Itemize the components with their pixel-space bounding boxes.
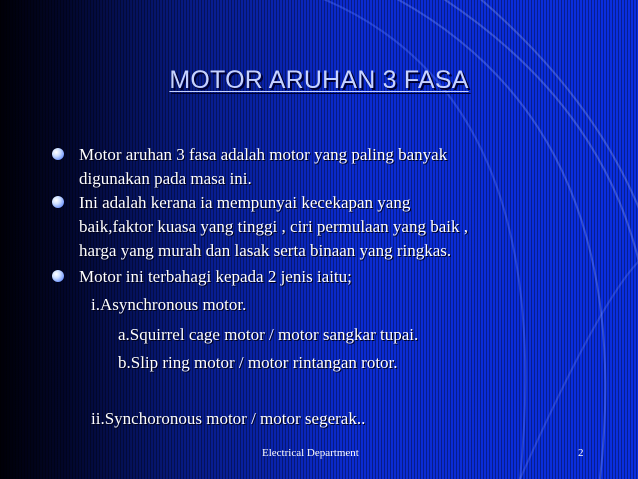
- bullet-dot-icon: [52, 270, 64, 282]
- bullet-dot-icon: [52, 196, 64, 208]
- bullet-1-line-1: Motor aruhan 3 fasa adalah motor yang paling banyak: [79, 145, 448, 164]
- page-number: 2: [578, 447, 584, 459]
- footer-department: Electrical Department: [262, 447, 359, 459]
- bullet-1-line-2: digunakan pada masa ini.: [79, 169, 252, 188]
- sub-item-i: i.Asynchronous motor.: [91, 295, 247, 314]
- bullet-2-line-1: Ini adalah kerana ia mempunyai kecekapan yang: [79, 193, 411, 212]
- bullet-2-line-2: baik,faktor kuasa yang tinggi , ciri permulaan yang baik ,: [79, 217, 468, 236]
- bullet-dot-icon: [52, 148, 64, 160]
- slide-title: MOTOR ARUHAN 3 FASA: [169, 66, 469, 94]
- sub-item-ii: ii.Synchoronous motor / motor segerak..: [91, 409, 366, 428]
- bullet-2-line-3: harga yang murah dan lasak serta binaan yang ringkas.: [79, 241, 452, 260]
- sub-item-a: a.Squirrel cage motor / motor sangkar tupai.: [118, 325, 419, 344]
- sub-item-b: b.Slip ring motor / motor rintangan rotor.: [118, 353, 398, 372]
- bullet-3-line-1: Motor ini terbahagi kepada 2 jenis iaitu;: [79, 267, 352, 286]
